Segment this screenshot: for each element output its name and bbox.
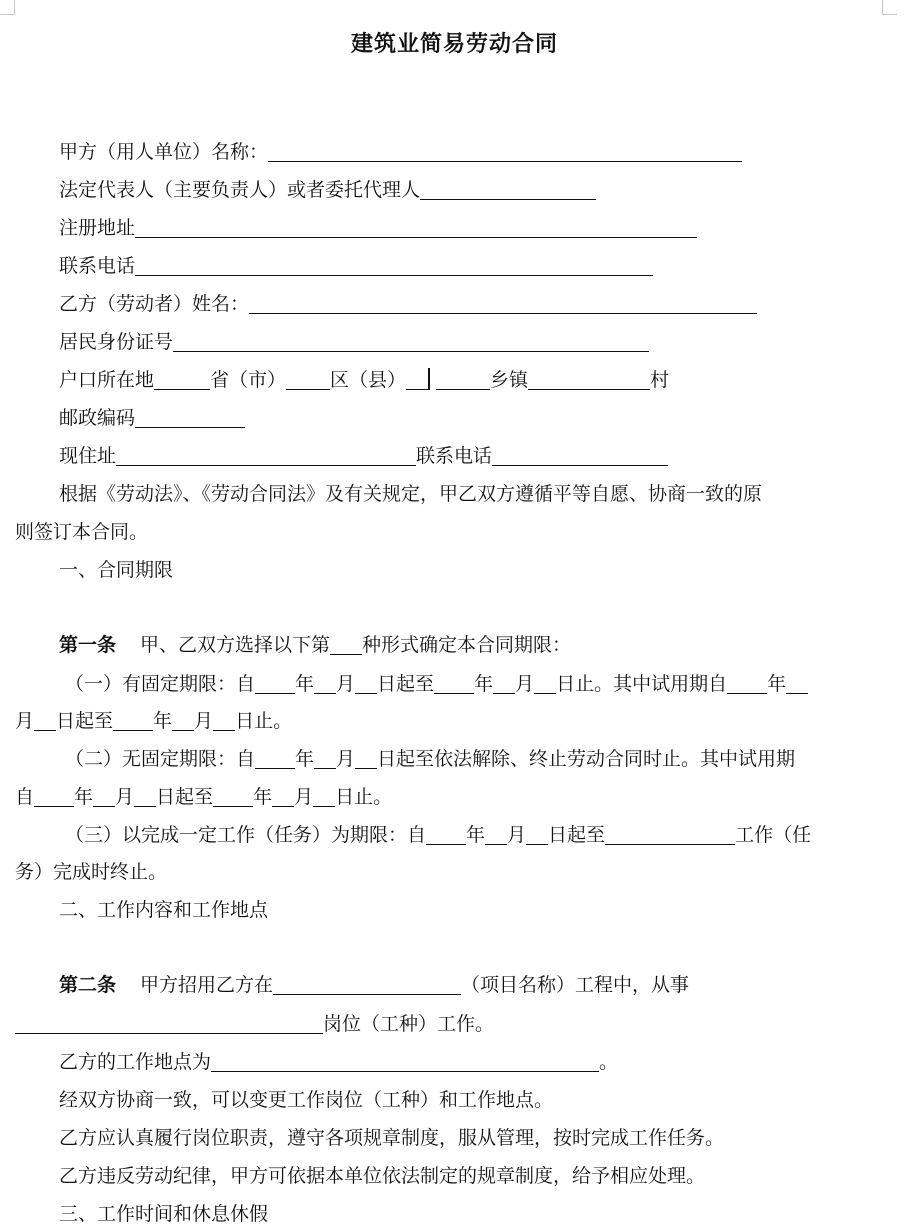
fixed-term-line-2 xyxy=(15,706,895,736)
work-location-label: 乙方的工作地点为 xyxy=(59,1051,212,1073)
fixed-probation-end-day-blank[interactable] xyxy=(213,708,235,731)
open-start-month-blank[interactable] xyxy=(314,746,336,769)
party-a-address-label: 注册地址 xyxy=(59,217,136,239)
article-2-line-2 xyxy=(15,1009,895,1039)
open-term-line-1 xyxy=(15,744,909,774)
party-b-id-label: 居民身份证号 xyxy=(59,331,174,353)
open-probation-from: 自 xyxy=(15,786,35,808)
party-a-name-line xyxy=(15,137,909,167)
fixed-end-year-unit: 年 xyxy=(474,673,494,695)
fixed-probation-end-year-unit: 年 xyxy=(153,710,173,732)
party-b-current-address-line xyxy=(15,441,909,471)
fixed-probation-start-day-unit: 日起至 xyxy=(56,710,114,732)
party-b-id-line xyxy=(15,327,909,357)
party-a-rep-line xyxy=(15,175,909,205)
party-a-phone-blank[interactable] xyxy=(135,253,653,276)
article-2-line-1 xyxy=(15,970,909,1000)
open-probation-start-day-unit: 日起至 xyxy=(156,786,214,808)
party-a-rep-label: 法定代表人（主要负责人）或者委托代理人 xyxy=(59,179,421,201)
post-label: 岗位（工种）工作。 xyxy=(323,1013,495,1035)
open-probation-end-month-blank[interactable] xyxy=(272,784,294,807)
open-term-line-2 xyxy=(15,782,895,812)
hukou-province-label: 省（市） xyxy=(210,369,287,391)
hukou-village-blank[interactable] xyxy=(528,367,650,390)
fixed-end-month-blank[interactable] xyxy=(493,671,515,694)
fixed-start-month-blank[interactable] xyxy=(314,671,336,694)
postcode-label: 邮政编码 xyxy=(59,407,136,429)
fixed-term-line-1 xyxy=(15,669,909,699)
current-phone-blank[interactable] xyxy=(492,443,668,466)
article-2-label: 第二条 xyxy=(59,974,117,996)
current-address-blank[interactable] xyxy=(116,443,416,466)
open-probation-start-year-unit: 年 xyxy=(74,786,94,808)
fixed-end-day-unit: 日止。 xyxy=(556,673,614,695)
current-address-label: 现住址 xyxy=(59,445,117,467)
fixed-probation-start-month-blank[interactable] xyxy=(786,671,808,694)
fixed-start-day-blank[interactable] xyxy=(355,671,377,694)
hukou-district-blank[interactable] xyxy=(286,367,330,390)
party-b-name-blank[interactable] xyxy=(249,291,757,314)
party-a-name-blank[interactable] xyxy=(268,139,742,162)
article-2-mid: （项目名称）工程中，从事 xyxy=(461,974,690,996)
fixed-start-year-unit: 年 xyxy=(295,673,315,695)
hukou-province-blank[interactable] xyxy=(154,367,210,390)
text-cursor xyxy=(428,368,430,390)
open-probation-end-day-blank[interactable] xyxy=(313,784,335,807)
section-3-heading: 三、工作时间和休息休假 xyxy=(59,1203,269,1225)
party-b-hukou-line xyxy=(15,365,909,395)
open-start-day-blank[interactable] xyxy=(355,746,377,769)
open-probation-end-year-blank[interactable] xyxy=(213,784,253,807)
task-term-prefix: （三）以完成一定工作（任务）为期限：自 xyxy=(65,824,427,846)
task-start-day-unit: 日起至 xyxy=(548,824,606,846)
party-b-name-line xyxy=(15,289,909,319)
open-probation-start-month-blank[interactable] xyxy=(93,784,115,807)
open-probation-end-year-unit: 年 xyxy=(253,786,273,808)
article-1-post: 种形式确定本合同期限： xyxy=(362,634,572,656)
fixed-start-month-unit: 月 xyxy=(336,673,356,695)
fixed-probation-end-year-blank[interactable] xyxy=(113,708,153,731)
work-location-blank[interactable] xyxy=(211,1049,599,1072)
fixed-probation-start-year-blank[interactable] xyxy=(727,671,767,694)
preamble-line-2: 则签订本合同。 xyxy=(15,521,149,543)
party-b-id-blank[interactable] xyxy=(173,329,649,352)
fixed-probation-start-year-unit: 年 xyxy=(767,673,787,695)
party-b-postcode-line xyxy=(15,403,909,433)
article-1-label: 第一条 xyxy=(59,634,117,656)
section-2-heading: 二、工作内容和工作地点 xyxy=(59,899,269,921)
fixed-end-month-unit: 月 xyxy=(515,673,535,695)
open-term-prefix: （二）无固定期限：自 xyxy=(65,748,256,770)
article-2-pre: 甲方招用乙方在 xyxy=(140,974,274,996)
party-b-name-label: 乙方（劳动者）姓名： xyxy=(59,293,250,315)
hukou-township-blank[interactable] xyxy=(436,367,490,390)
fixed-probation-prefix: 其中试用期自 xyxy=(613,673,728,695)
open-probation-end-month-unit: 月 xyxy=(294,786,314,808)
task-start-day-blank[interactable] xyxy=(526,822,548,845)
change-clause: 经双方协商一致，可以变更工作岗位（工种）和工作地点。 xyxy=(59,1089,554,1111)
task-start-month-blank[interactable] xyxy=(485,822,507,845)
fixed-probation-end-month-blank[interactable] xyxy=(172,708,194,731)
article-1-form-blank[interactable] xyxy=(330,632,362,655)
postcode-blank[interactable] xyxy=(135,405,245,428)
party-a-rep-blank[interactable] xyxy=(420,177,596,200)
page-corner-mark-left xyxy=(0,0,15,15)
hukou-township-label: 乡镇 xyxy=(490,369,529,391)
party-a-phone-line xyxy=(15,251,909,281)
preamble-line-1: 根据《劳动法》、《劳动合同法》及有关规定，甲乙双方遵循平等自愿、协商一致的原 xyxy=(59,483,763,505)
party-a-address-line xyxy=(15,213,909,243)
task-start-year-unit: 年 xyxy=(466,824,486,846)
open-probation-end-day-unit: 日止。 xyxy=(335,786,393,808)
section-1-heading: 一、合同期限 xyxy=(59,559,174,581)
fixed-probation-start-month-unit: 月 xyxy=(15,710,35,732)
task-term-line-2: 务）完成时终止。 xyxy=(15,861,168,883)
party-a-address-blank[interactable] xyxy=(135,215,697,238)
page-corner-mark-right xyxy=(882,0,897,15)
party-a-name-label: 甲方（用人单位）名称： xyxy=(59,141,269,163)
article-1-line xyxy=(15,630,909,660)
duty-clause: 乙方应认真履行岗位职责，遵守各项规章制度，服从管理，按时完成工作任务。 xyxy=(59,1127,725,1149)
document-title: 建筑业简易劳动合同 xyxy=(350,31,558,57)
open-probation-start-year-blank[interactable] xyxy=(34,784,74,807)
hukou-district-label: 区（县） xyxy=(330,369,407,391)
hukou-district-fill[interactable] xyxy=(406,367,428,390)
fixed-end-day-blank[interactable] xyxy=(534,671,556,694)
open-probation-start-day-blank[interactable] xyxy=(134,784,156,807)
fixed-start-day-unit: 日起至 xyxy=(377,673,435,695)
fixed-end-year-blank[interactable] xyxy=(434,671,474,694)
fixed-probation-end-month-unit: 月 xyxy=(194,710,214,732)
fixed-start-year-blank[interactable] xyxy=(255,671,295,694)
fixed-term-prefix: （一）有固定期限：自 xyxy=(65,673,256,695)
work-location-line xyxy=(15,1047,909,1077)
open-term-until: 日起至依法解除、终止劳动合同时止。其中试用期 xyxy=(377,748,796,770)
article-1-pre: 甲、乙双方选择以下第 xyxy=(140,634,331,656)
task-name-blank[interactable] xyxy=(605,822,735,845)
task-term-line-1 xyxy=(15,820,909,850)
party-a-phone-label: 联系电话 xyxy=(59,255,136,277)
task-work-label: 工作（任 xyxy=(735,824,812,846)
task-start-year-blank[interactable] xyxy=(426,822,466,845)
task-start-month-unit: 月 xyxy=(507,824,527,846)
post-blank[interactable] xyxy=(15,1011,323,1034)
open-start-year-unit: 年 xyxy=(295,748,315,770)
open-probation-start-month-unit: 月 xyxy=(115,786,135,808)
current-phone-label: 联系电话 xyxy=(416,445,493,467)
discipline-clause: 乙方违反劳动纪律，甲方可依据本单位依法制定的规章制度，给予相应处理。 xyxy=(59,1165,706,1187)
fixed-probation-end-day-unit: 日止。 xyxy=(235,710,293,732)
open-start-month-unit: 月 xyxy=(336,748,356,770)
hukou-village-label: 村 xyxy=(650,369,670,391)
open-start-year-blank[interactable] xyxy=(255,746,295,769)
work-location-end: 。 xyxy=(599,1051,619,1073)
fixed-probation-start-day-blank[interactable] xyxy=(34,708,56,731)
hukou-label: 户口所在地 xyxy=(59,369,155,391)
project-name-blank[interactable] xyxy=(273,972,461,995)
